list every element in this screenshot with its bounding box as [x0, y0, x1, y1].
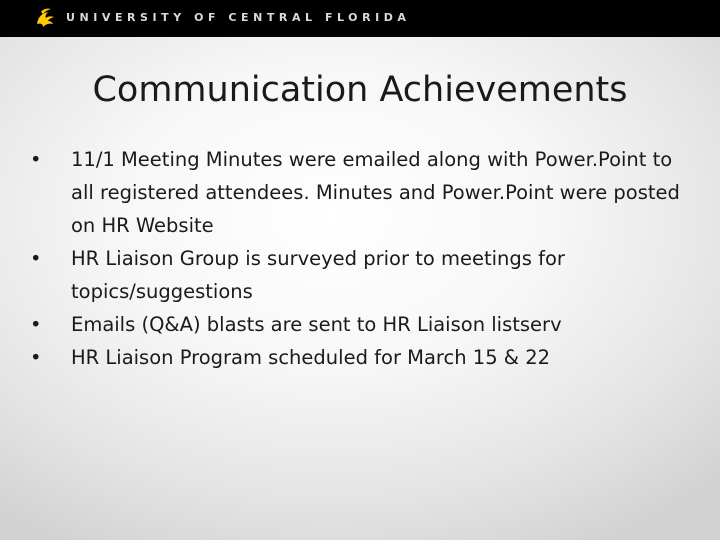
bullet-item — [30, 143, 690, 242]
bullet-text: HR Liaison Group is surveyed prior to meetings for topics/suggestions — [71, 247, 565, 303]
bullet-list — [30, 143, 690, 374]
university-wordmark: UNIVERSITY OF CENTRAL FLORIDA — [66, 11, 411, 24]
bullet-marker: • — [30, 346, 42, 369]
header-bar — [0, 0, 720, 37]
bullet-marker: • — [30, 148, 42, 171]
bullet-marker: • — [30, 313, 42, 336]
bullet-item — [30, 341, 690, 374]
bullet-item — [30, 242, 690, 308]
bullet-text: 11/1 Meeting Minutes were emailed along with Power.Point to all registered attendees. Minutes and Power.Point were posted on HR Website — [71, 148, 680, 237]
bullet-text: HR Liaison Program scheduled for March 15 & 22 — [71, 346, 551, 369]
bullet-item — [30, 308, 690, 341]
bullet-text: Emails (Q&A) blasts are sent to HR Liaison listserv — [71, 313, 562, 336]
pegasus-icon — [33, 6, 57, 30]
slide-title: Communication Achievements — [92, 70, 628, 110]
bullet-marker: • — [30, 247, 42, 270]
